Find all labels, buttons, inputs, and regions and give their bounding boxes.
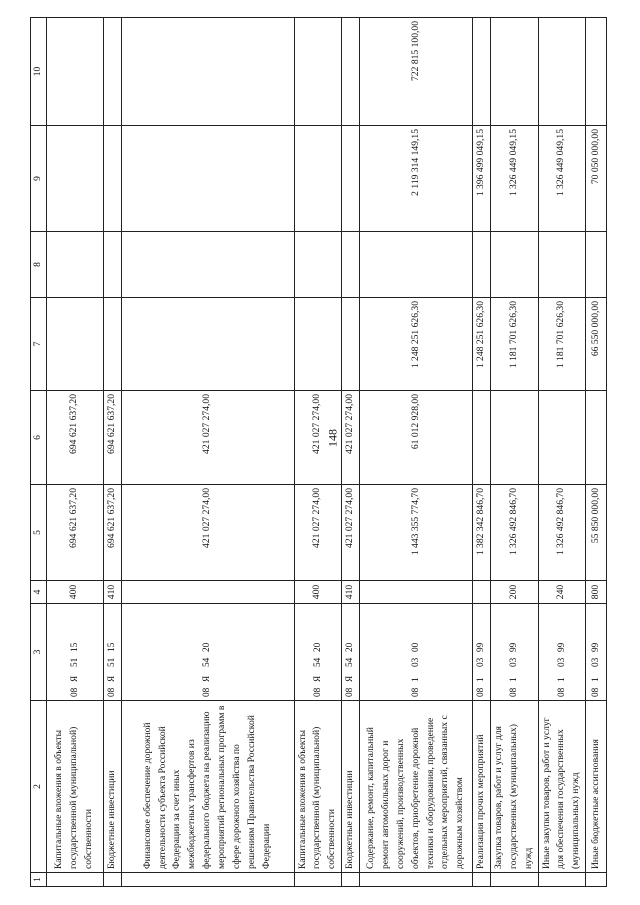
row-value-7 (103, 298, 121, 391)
row-value-8 (294, 232, 342, 298)
row-value-7: 1 248 251 626,30 (473, 298, 491, 391)
row-value-10 (538, 18, 586, 126)
row-code: 08Я5115 (46, 604, 103, 701)
column-header: 1 (31, 873, 47, 887)
row-code: 0810399 (491, 604, 539, 701)
row-value-9: 70 050 000,00 (586, 126, 607, 232)
page-number: 148 (325, 429, 340, 447)
row-type-code: 400 (294, 581, 342, 604)
row-value-5: 55 850 000,00 (586, 485, 607, 581)
row-code: 0810399 (473, 604, 491, 701)
row-value-8 (473, 232, 491, 298)
rotated-table-container (30, 18, 610, 887)
row-value-7: 66 550 000,00 (586, 298, 607, 391)
row-value-5: 421 027 274,00 (121, 485, 294, 581)
row-code: 08Я5420 (342, 604, 360, 701)
row-value-9: 1 396 499 049,15 (473, 126, 491, 232)
row-value-9: 1 326 449 049,15 (491, 126, 539, 232)
row-value-6 (538, 391, 586, 485)
row-value-6: 421 027 274,00 (294, 391, 342, 485)
row-name: Иные бюджетные ассигнования (586, 701, 607, 873)
row-value-9: 1 326 449 049,15 (538, 126, 586, 232)
column-header: 6 (31, 391, 47, 485)
row-value-7: 1 181 701 626,30 (538, 298, 586, 391)
row-value-5: 694 621 637,20 (103, 485, 121, 581)
row-value-9 (103, 126, 121, 232)
row-value-10 (121, 18, 294, 126)
row-name: Реализация прочих мероприятий (473, 701, 491, 873)
table-row (473, 18, 491, 887)
row-value-8 (342, 232, 360, 298)
row-value-6 (586, 391, 607, 485)
table-row (586, 18, 607, 887)
row-value-5: 1 326 492 846,70 (491, 485, 539, 581)
row-type-code (360, 581, 473, 604)
row-code: 0810300 (360, 604, 473, 701)
column-header: 7 (31, 298, 47, 391)
row-value-6: 61 012 928,00 (360, 391, 473, 485)
row-value-9: 2 119 314 149,15 (360, 126, 473, 232)
row-value-5: 1 326 492 846,70 (538, 485, 586, 581)
column-header: 5 (31, 485, 47, 581)
row-name: Финансовое обеспечение дорожной деятельности субъекта Российской Федерации за счет иных межбюджетных трансфертов из федерального бюджета на реализацию мероприятий региональных программ в сфере дорожного хозяйства по решениям Правительства Российской Федерации (121, 701, 294, 873)
row-code: 08Я5420 (294, 604, 342, 701)
row-name: Содержание, ремонт, капитальный ремонт автомобильных дорог и сооружений, производственных объектов, приобретение дорожной техники и оборудования, проведение отдельных мероприятий, связанных с дорожным хозяйством (360, 701, 473, 873)
row-value-8 (491, 232, 539, 298)
column-header: 4 (31, 581, 47, 604)
row-code: 0810399 (586, 604, 607, 701)
row-value-9 (342, 126, 360, 232)
row-value-9 (294, 126, 342, 232)
row-value-8 (586, 232, 607, 298)
table-row (103, 18, 121, 887)
row-name: Капитальные вложения в объекты государственной (муниципальной) собственности (294, 701, 342, 873)
row-value-8 (121, 232, 294, 298)
row-value-7 (121, 298, 294, 391)
row-value-7 (294, 298, 342, 391)
row-value-9 (46, 126, 103, 232)
table-row (538, 18, 586, 887)
row-code: 08Я5420 (121, 604, 294, 701)
budget-table-page (30, 18, 610, 887)
table-row (342, 18, 360, 887)
row-value-7: 1 248 251 626,30 (360, 298, 473, 391)
row-name: Бюджетные инвестиции (103, 701, 121, 873)
row-value-5: 421 027 274,00 (342, 485, 360, 581)
row-value-6 (473, 391, 491, 485)
row-value-7: 1 181 701 626,30 (491, 298, 539, 391)
row-value-8 (46, 232, 103, 298)
row-value-9 (121, 126, 294, 232)
row-value-6 (491, 391, 539, 485)
budget-table (30, 17, 607, 887)
row-value-7 (342, 298, 360, 391)
column-header: 3 (31, 604, 47, 701)
column-number-row (31, 18, 47, 887)
row-value-10 (342, 18, 360, 126)
row-value-10 (103, 18, 121, 126)
row-value-8 (538, 232, 586, 298)
table-row (121, 18, 294, 887)
row-value-10 (473, 18, 491, 126)
row-value-5: 1 382 342 846,70 (473, 485, 491, 581)
row-type-code (121, 581, 294, 604)
table-row (46, 18, 103, 887)
row-name: Капитальные вложения в объекты государственной (муниципальной) собственности (46, 701, 103, 873)
row-value-6: 694 621 637,20 (46, 391, 103, 485)
row-value-6: 694 621 637,20 (103, 391, 121, 485)
row-name: Бюджетные инвестиции (342, 701, 360, 873)
row-value-5: 694 621 637,20 (46, 485, 103, 581)
row-value-7 (46, 298, 103, 391)
row-value-8 (360, 232, 473, 298)
row-value-10 (491, 18, 539, 126)
row-type-code: 200 (491, 581, 539, 604)
row-value-10 (586, 18, 607, 126)
column-header: 10 (31, 18, 47, 126)
table-row (491, 18, 539, 887)
row-name: Закупка товаров, работ и услуг для государственных (муниципальных) нужд (491, 701, 539, 873)
row-value-5: 421 027 274,00 (294, 485, 342, 581)
row-value-6: 421 027 274,00 (121, 391, 294, 485)
column-header: 2 (31, 701, 47, 873)
row-type-code: 410 (342, 581, 360, 604)
column-header: 8 (31, 232, 47, 298)
row-type-code: 800 (586, 581, 607, 604)
row-type-code (473, 581, 491, 604)
row-name: Иные закупки товаров, работ и услуг для обеспечения государственных (муниципальных) нужд (538, 701, 586, 873)
row-type-code: 400 (46, 581, 103, 604)
column-header: 9 (31, 126, 47, 232)
row-code: 0810399 (538, 604, 586, 701)
row-value-10 (294, 18, 342, 126)
row-type-code: 410 (103, 581, 121, 604)
table-row (360, 18, 473, 887)
row-value-10: 722 815 100,00 (360, 18, 473, 126)
row-code: 08Я5115 (103, 604, 121, 701)
row-type-code: 240 (538, 581, 586, 604)
row-value-10 (46, 18, 103, 126)
row-value-5: 1 443 355 774,70 (360, 485, 473, 581)
row-value-6: 421 027 274,00 (342, 391, 360, 485)
row-value-8 (103, 232, 121, 298)
table-row (294, 18, 342, 887)
